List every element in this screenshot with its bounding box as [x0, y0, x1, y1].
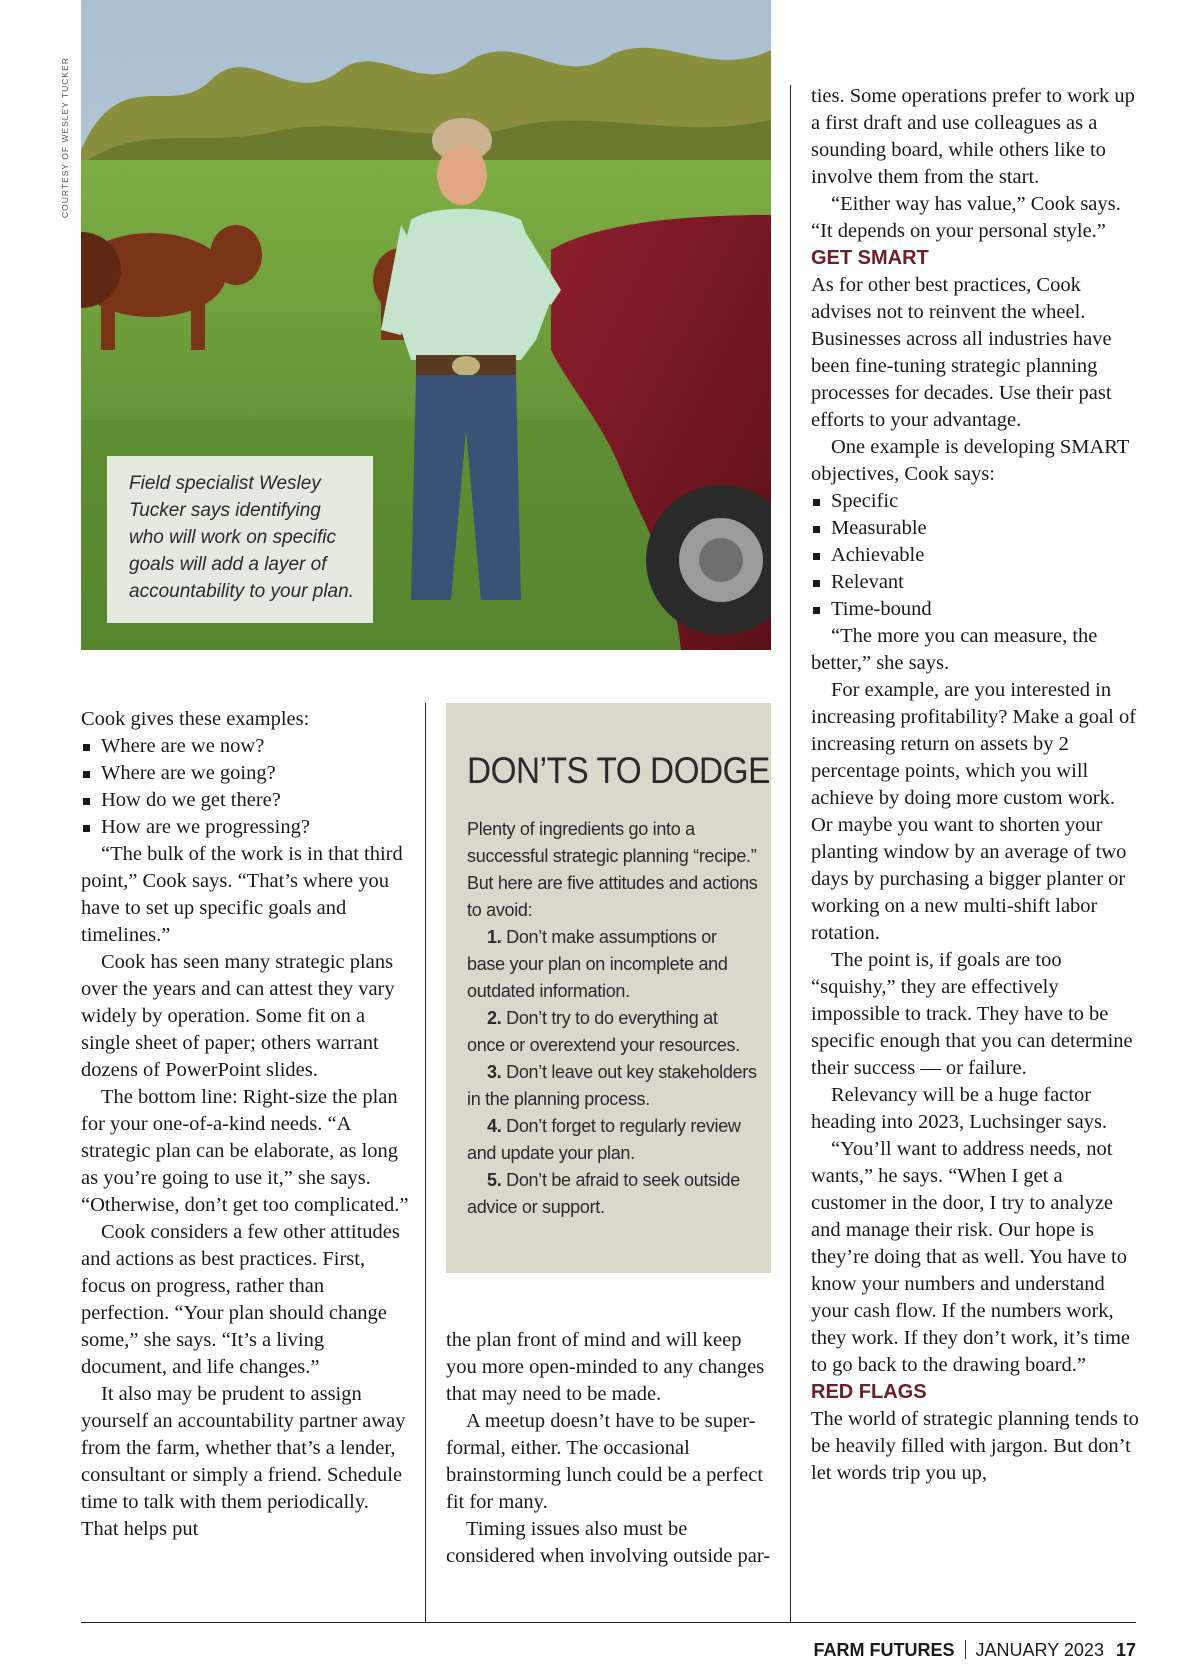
paragraph: It also may be prudent to assign yourself an accountability partner away from the farm, whether that’s a lender, consultant or simply a friend. Schedule time to talk with them periodically. That helps put [81, 1383, 406, 1540]
subhead-get-smart: GET SMART [811, 247, 929, 269]
item-text: Don’t try to do everything at once or overextend your resources. [467, 1008, 740, 1055]
paragraph: The point is, if goals are too “squishy,” they are effectively impossible to track. They have to be specific enough that you can determine their success — or failure. [811, 949, 1133, 1079]
page-footer [814, 1640, 1136, 1661]
list-item: Achievable [811, 542, 1141, 569]
smart-bullet-list [811, 488, 1141, 623]
item-number: 3. [487, 1062, 502, 1082]
column-3 [811, 83, 1141, 1487]
list-item: Where are we going? [81, 760, 411, 787]
list-item: Relevant [811, 569, 1141, 596]
column-divider [425, 703, 426, 1623]
list-item: Where are we now? [81, 733, 411, 760]
paragraph: One example is developing SMART objectives, Cook says: [811, 436, 1129, 485]
item-number: 1. [487, 927, 502, 947]
item-number: 5. [487, 1170, 502, 1190]
photo-caption: Field specialist Wesley Tucker says identifying who will work on specific goals will add a layer of accountability to your plan. [129, 473, 354, 602]
sidebar-intro: Plenty of ingredients go into a successful strategic planning “recipe.” But here are five attitudes and actions to avoid: [467, 819, 758, 920]
sidebar-item [467, 924, 759, 1005]
publication-name: FARM FUTURES [813, 1640, 955, 1660]
sidebar-item [467, 1059, 759, 1113]
paragraph: As for other best practices, Cook advises not to reinvent the wheel. Businesses across all industries have been fine-tuning strategic planning processes for decades. Use their past efforts to your advantage. [811, 274, 1112, 431]
item-text: Don’t make assumptions or base your plan on incomplete and outdated information. [467, 927, 728, 1001]
item-number: 4. [487, 1116, 502, 1136]
col1-bullet-list [81, 733, 411, 841]
col1-intro: Cook gives these examples: [81, 708, 310, 730]
sidebar-item [467, 1113, 759, 1167]
paragraph: ties. Some operations prefer to work up a first draft and use colleagues as a sounding board, while others like to involve them from the start. [811, 85, 1135, 188]
footer-rule [81, 1622, 1136, 1623]
page-number: 17 [1115, 1640, 1136, 1660]
item-text: Don’t forget to regularly review and update your plan. [467, 1116, 741, 1163]
photo-caption-box [107, 456, 373, 623]
paragraph: For example, are you interested in increasing profitability? Make a goal of increasing return on assets by 2 percentage points, which you will achieve by doing more custom work. Or maybe you want to shorten your planting window by an average of two days by purchasing a bigger planter or working on a new multi-shift labor rotation. [811, 679, 1137, 944]
paragraph: The bottom line: Right-size the plan for your one-of-a-kind needs. “A strategic plan can be elaborate, as long as you’re going to use it,” she says. “Otherwise, don’t get too complicated.” [81, 1086, 409, 1216]
footer-separator [965, 1640, 966, 1659]
column-2 [446, 1327, 776, 1570]
column-1 [81, 706, 411, 1543]
paragraph: “The more you can measure, the better,” she says. [811, 625, 1098, 674]
item-number: 2. [487, 1008, 502, 1028]
item-text: Don’t be afraid to seek outside advice or support. [467, 1170, 740, 1217]
sidebar-item [467, 1167, 759, 1221]
sidebar-item [467, 1005, 759, 1059]
photo-credit: COURTESY OF WESLEY TUCKER [60, 57, 70, 218]
list-item: Measurable [811, 515, 1141, 542]
list-item: Time-bound [811, 596, 1141, 623]
column-divider [790, 85, 791, 1623]
paragraph: A meetup doesn’t have to be super-formal, either. The occasional brainstorming lunch could be a perfect fit for many. [446, 1410, 764, 1513]
paragraph: “The bulk of the work is in that third point,” Cook says. “That’s where you have to set up specific goals and timelines.” [81, 843, 403, 946]
list-item: Specific [811, 488, 1141, 515]
paragraph: Cook considers a few other attitudes and actions as best practices. First, focus on progress, rather than perfection. “Your plan should change some,” she says. “It’s a living document, and life changes.” [81, 1221, 400, 1378]
donts-sidebar [446, 703, 771, 1273]
sidebar-title: DON’TS TO DODGE [467, 750, 770, 791]
paragraph: “Either way has value,” Cook says. “It depends on your personal style.” [811, 193, 1121, 242]
paragraph: “You’ll want to address needs, not wants,” he says. “When I get a customer in the door, I try to analyze and manage their risk. Our hope is they’re doing that as well. You have to know your numbers and understand your cash flow. If the numbers work, they work. If they don’t work, it’s time to go back to the drawing board.” [811, 1138, 1131, 1376]
list-item: How do we get there? [81, 787, 411, 814]
paragraph: Cook has seen many strategic plans over the years and can attest they vary widely by operation. Some fit on a single sheet of paper; others warrant dozens of PowerPoint slides. [81, 951, 395, 1081]
paragraph: The world of strategic planning tends to be heavily filled with jargon. But don’t let words trip you up, [811, 1408, 1139, 1484]
list-item: How are we progressing? [81, 814, 411, 841]
paragraph: the plan front of mind and will keep you more open-minded to any changes that may need to be made. [446, 1329, 765, 1405]
issue-date: JANUARY 2023 [975, 1640, 1104, 1660]
subhead-red-flags: RED FLAGS [811, 1381, 927, 1403]
item-text: Don’t leave out key stakeholders in the planning process. [467, 1062, 757, 1109]
paragraph: Relevancy will be a huge factor heading into 2023, Luchsinger says. [811, 1084, 1108, 1133]
paragraph: Timing issues also must be considered when involving outside par- [446, 1518, 771, 1567]
